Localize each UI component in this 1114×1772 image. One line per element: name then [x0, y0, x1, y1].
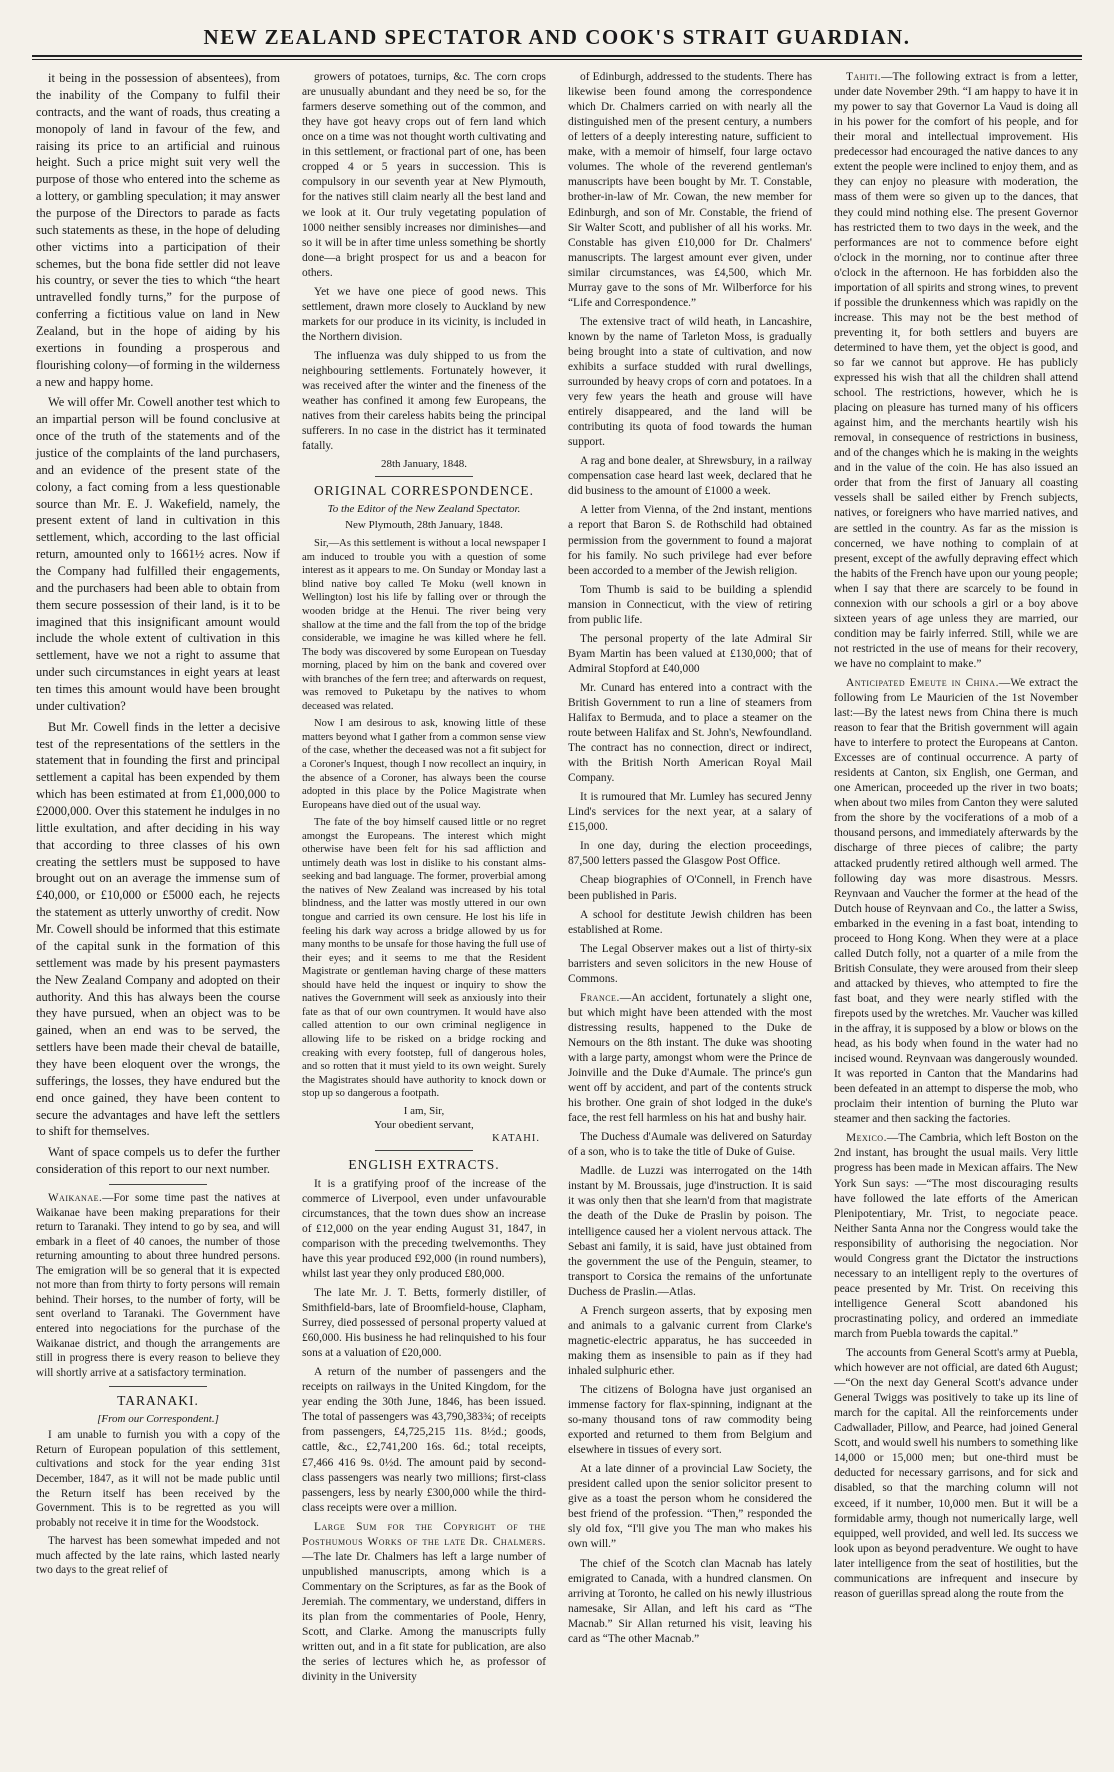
column-2: [298, 70, 550, 1770]
article-paragraph: A school for destitute Jewish children has been established at Rome.: [568, 908, 812, 936]
tahiti-paragraph: [834, 70, 1078, 672]
taranaki-heading: TARANAKI.: [117, 1393, 199, 1409]
masthead: NEW ZEALAND SPECTATOR AND COOK'S STRAIT GUARDIAN.: [203, 25, 911, 49]
china-lead: Anticipated Emeute in China.: [846, 676, 999, 689]
france-lead: France.: [580, 991, 620, 1004]
section-divider: [109, 1184, 207, 1185]
letter-dateline: New Plymouth, 28th January, 1848.: [345, 519, 503, 532]
letter-paragraph: Now I am desirous to ask, knowing little of these matters beyond what I gather from a common sense view of the case, whether the deceased was not a fit subject for a Coroner's Inquest, though I now recollect an inquiry, in the absence of a Coroner, has always been the course adopted in this place by the Police Magistrate when Europeans have died out of the usual way.: [302, 718, 546, 811]
letter-paragraph: Sir,—As this settlement is without a local newspaper I am induced to trouble you with a question of some interest as it appears to me. On Sunday or Monday last a blind native boy called Te Moku (well known in Wellington) lost his life by falling over or through the wooden bridge at the Henui. The river being very shallow at the time and the fall from the top of the bridge considerable, we imagine he was killed where he fell. The body was discovered by some European on Tuesday morning, placed by him on the bank and covered over with branches of the fern tree; and afterwards on request, was removed to Puketapu by the natives to whom deceased was related.: [302, 538, 546, 712]
column-3: [564, 70, 816, 1770]
article-paragraph: We will offer Mr. Cowell another test which to an impartial person will be found conclusive at once of the truth of the statements and of the justice of the complaints of the land purchasers, and an evidence of the present state of the colony, a fact coming from a less questionable source than Mr. E. J. Wakefield, namely, the present extent of land in cultivation in this settlement, which, according to the last official return, amounted only to 1661½ acres. Now if the Company had fulfilled their engagements, and the purchasers had been able to obtain from them secure possession of their land, is it to be imagined that this insignificant amount would include the whole extent of cultivation in this settlement, have we not a right to assume that under such circumstances in eight years at least ten times this amount would have been brought under cultivation?: [36, 395, 280, 713]
taranaki-subheading: [From our Correspondent.]: [97, 1413, 219, 1426]
article-paragraph: A letter from Vienna, of the 2nd instant, mentions a report that Baron S. de Rothschild had obtained permission from the government to found a majorat for his family. No such privilege had ever before been accorded to a member of the Jewish religion.: [568, 504, 812, 577]
article-paragraph: At a late dinner of a provincial Law Society, the president called upon the senior solicitor present to give as a toast the person whom he considered the best friend of the profession. “Then,” responded the sly old fox, “I'll give you The man who makes his own will.”: [568, 1463, 812, 1551]
article-paragraph: Yet we have one piece of good news. This settlement, drawn more closely to Auckland by new markets for our produce in its vicinity, is included in the Northern division.: [302, 285, 546, 343]
article-paragraph: The late Mr. J. T. Betts, formerly distiller, of Smithfield-bars, late of Broomfield-house, Clapham, Surrey, died possessed of personal property valued at £60,000. His business he had relinquished to his four sons at a valuation of £20,000.: [302, 1287, 546, 1360]
chalmers-paragraph: [302, 1520, 546, 1686]
chalmers-lead: Large Sum for the Copyright of the Posthumous Works of the late Dr. Chalmers.: [302, 1520, 546, 1548]
english-extracts-heading: ENGLISH EXTRACTS.: [348, 1156, 500, 1172]
article-paragraph: But Mr. Cowell finds in the letter a decisive test of the representations of the settlers in the statement that in founding the first and principal settlement a capital has been expended by them which has been estimated at from £1,000,000 to £2000,000. Over this statement he indulges in no little exultation, and after deciding in his way that according to three classes of his own creating the settlers must be supposed to have brought out on an average the immense sum of £40,000, or £10,000 or £5000 each, he rejects the statement as utterly unworthy of credit. Now Mr. Cowell should be informed that this estimate of the capital sunk in the formation of this settlement was made by his present paymasters the New Zealand Company and adopted on their authority. And this has always been the course they have pursued, when an object was to be gained, when an end was to be served, the settlers have been made their cheval de bataille, they have been eloquent over the wrongs, the sufferings, the losses, they have endured but the end once gained, they have been content to secure the advantages and have left the settlers to shift for themselves.: [36, 719, 280, 1139]
mexico-paragraph: [834, 1131, 1078, 1342]
letter-paragraph: The fate of the boy himself caused little or no regret amongst the Europeans. The interest which might otherwise have been felt for his sad affliction and untimely death was lost in dislike to his constant alms-seeking and bad language. The former, proverbial among the natives of New Zealand was increased by his total blindness, and the latter was mostly uttered in our own tongue and carried its own censure. He lost his life in feeling his dark way across a bridge allowed by us for many months to be unsafe for those having the full use of their eyes; and it seems to me that the Resident Magistrate or gentleman having charge of these matters should have held the inquest or inquiry to show the natives the Government will seek as anxiously into their fate as that of our own countrymen. It would have also called attention to our own criminal negligence in allowing life to be risked on a bridge rocking and creaking with every footstep, full of dangerous holes, and so rotten that it must yield to its own weight. Surely the Magistrates should have authority to knock down or stop up so dangerous a footpath.: [302, 817, 546, 1100]
column-4: [830, 70, 1082, 1770]
section-divider: [375, 1150, 473, 1151]
article-paragraph: The accounts from General Scott's army at Puebla, which however are not official, are dated 6th August;—“On the next day General Scott's advance under General Twiggs was positively to take up its line of march for the capital. All the reinforcements under Cadwallader, Pillow, and Pearce, had joined General Scott, and would swell his numbers to something like 14,000 or 15,000 men; but one-third must be deducted for necessary garrisons, and for sick and disabled, so that the marching column will not exceed, if it number, 10,000 men. But it will be a formidable army, though not numerically large, well equipped, well provided, and well led. Its success we look upon as beyond peradventure. We ought to have later intelligence from the seat of hostilities, but the communications are infrequent and insecure by reason of guerillas spread along the route from the: [834, 1347, 1078, 1600]
letter-closing: Your obedient servant,: [374, 1118, 474, 1131]
article-paragraph: The Legal Observer makes out a list of thirty-six barristers and seven solicitors in the new House of Commons.: [568, 942, 812, 985]
france-paragraph: [568, 991, 812, 1126]
article-paragraph: it being in the possession of absentees), from the inability of the Company to fulfil their contracts, and the want of roads, thus creating a monopoly of land in favour of the few, and raising its price to an artificial and ruinous height. Such a price might suit very well the purpose of those who entered into the scheme as a lottery, or gambling speculation; it may answer the purpose of the Directors to parade as facts such statements as these, in the hope of deluding other victims into a participation of their schemes, but the bona fide settler did not leave his country, or sever the ties to which “the heart untravelled fondly turns,” for the purpose of conferring a fictitious value on land in New Zealand, but in the hope of aiding by his exertions in founding a prosperous and flourishing colony—of forming in the wilderness a new and happy home.: [36, 71, 280, 389]
columns: [32, 70, 1082, 1770]
article-paragraph: The Duchess d'Aumale was delivered on Saturday of a son, who is to take the title of Duke of Guise.: [568, 1131, 812, 1159]
article-paragraph: A return of the number of passengers and the receipts on railways in the United Kingdom, for the year ending the 30th June, 1846, has been issued. The total of passengers was 43,790,383¾; of receipts from passengers, £4,725,215 11s. 8½d.; goods, cattle, &c., £2,741,200 16s. 6d.; total receipts, £7,466 416 9s. 0½d. The amount paid by second-class passengers was nearly two millions; first-class passengers, less by nearly £300,000 while the third-class receipts were over a million.: [302, 1366, 546, 1514]
letter-signature: KATAHI.: [492, 1132, 540, 1144]
original-correspondence-heading: ORIGINAL CORRESPONDENCE.: [313, 483, 534, 499]
article-paragraph: It is a gratifying proof of the increase of the commerce of Liverpool, even under unfavourable circumstances, that the town dues show an increase of £12,000 on the year ending August 31, 1847, in comparison with the preceding twelvemonths. They have this year produced £92,000 (in round numbers), whilst last year they only produced £80,000.: [302, 1177, 546, 1280]
article-paragraph: The extensive tract of wild heath, in Lancashire, known by the name of Tarleton Moss, is gradually being brought into a state of cultivation, and now exhibits a surface studded with rural dwellings, surrounded by heavy crops of corn and potatoes. In a very few years the heath and grouse will have entirely disappeared, and the land will be contributing its quota of food towards the human support.: [568, 315, 812, 449]
waikanae-text: —For some time past the natives at Waikanae have been making preparations for their return to Taranaki. They intend to go by sea, and will embark in a fleet of 40 canoes, the number of those returning amounting to about three hundred persons. The emigration will be so general that it is expected not more than from thirty to forty persons will remain behind. Their horses, to the number of forty, will be sent overland to Taranaki. The Government have entered into negociations for the purchase of the Waikanae district, and though the arrangements are still in progress there is every reason to believe they will shortly arrive at a satisfactory termination.: [36, 1191, 280, 1379]
article-paragraph: The harvest has been somewhat impeded and not much affected by the late rains, which lasted nearly two days to the great relief of: [36, 1535, 280, 1577]
waikanae-lead: Waikanae.: [48, 1191, 103, 1204]
tahiti-text: —The following extract is from a letter, under date November 29th. “I am happy to have it in my power to say that Governor La Vaud is doing all in his power for the comfort of his people, and for their moral and intellectual improvement. His predecessor had encouraged the native dances to any extent the people were inclined to enjoy them, and as they can enjoy no pleasure with moderation, the mass of them were so given up to the dances, that they could mind nothing else. The present Governor has restricted them to two days in the week, and the performances are not to commence before eight o'clock in the morning, nor to continue after three o'clock in the afternoon. He has forbidden also the importation of all spirits and strong wines, to prevent if possible the drunkenness which was rapidly on the increase. This may not be the best method of preventing it, for both settlers and buyers are determined to have them, yet the object is good, and so far we cannot but approve. He has publicly expressed his wish that all the children shall attend school. The restrictions, however, which he is placing on pleasure has turned many of his officers against him, and the merchants heartily wish his removal, in consequence of restrictions in business, and of the changes which he is making in the weights and in the value of the coin. He has also issued an order that from the first of January all coasting vessels shall be sailed either by French subjects, natives, or foreigners who have married natives, and are settled in the country. As far as the mission is concerned, we have nothing to complain of at present, except of the awfully depraving effect which the habits of the French have upon our young people; when I say that there are scarcely to be found in connexion with our schools a girl or a boy above sixteen years of age unless they are married, our condition may be fairly inferred. Still, while we are not restricted in the use of means for their recovery, we have no complaint to make.”: [834, 71, 1078, 670]
article-paragraph: of Edinburgh, addressed to the students. There has likewise been found among the correspondence which Dr. Chalmers carried on with nearly all the distinguished men of the present century, a numbers of letters of a deeply interesting nature, sufficient to make, with a memoir of himself, four large octavo volumes. The whole of the reverend gentleman's manuscripts have been bought by Mr. T. Constable, brother-in-law of Mr. Cowan, the new member for Edinburgh, and son of Mr. Constable, the friend of Sir Walter Scott, and publisher of all his works. Mr. Constable has given £10,000 for Dr. Chalmers' manuscripts. The largest amount ever given, under similar circumstances, was £4,500, which Mr. Murray gave to the sons of Mr. Wilberforce for his “Life and Correspondence.”: [568, 71, 812, 309]
mexico-lead: Mexico.: [846, 1132, 887, 1145]
column-1: [32, 70, 284, 1770]
article-paragraph: Madlle. de Luzzi was interrogated on the 14th instant by M. Broussais, juge d'instruction. It is said it was only then that she learn'd from that magistrate the death of the Duke de Praslin by poison. The intelligence caused her a violent nervous attack. The Sebast ani family, it is said, have just obtained from the government the use of the Penguin, steamer, to transport to Corsica the remains of the unfortunate Duchess de Praslin.—Atlas.: [568, 1165, 812, 1298]
waikanae-paragraph: [36, 1191, 280, 1380]
letter-address: To the Editor of the New Zealand Spectator.: [327, 503, 521, 516]
article-paragraph: Mr. Cunard has entered into a contract with the British Government to run a line of steamers from Halifax to Bermuda, and to place a steamer on the route between Halifax and St. John's, Newfoundland. The contract has no connection, direct or indirect, with the British North American Royal Mail Company.: [568, 681, 812, 785]
section-divider: [109, 1386, 207, 1387]
chalmers-text: —The late Dr. Chalmers has left a large number of unpublished manuscripts, among which is a Commentary on the Scriptures, as far as the Book of Jeremiah. The commentary, we understand, differs in its plan from the commentaries of Poole, Henry, Scott, and Clarke. Among the manuscripts fully written out, and in a fit state for publication, are also the series of lectures which he, as professor of divinity in the University: [302, 1550, 546, 1684]
letter-closing: I am, Sir,: [403, 1104, 445, 1117]
article-paragraph: Tom Thumb is said to be building a splendid mansion in Connecticut, with the view of retiring from public life.: [568, 583, 812, 626]
article-paragraph: growers of potatoes, turnips, &c. The corn crops are unusually abundant and they need be so, for the farmers deserve something out of the common, and they have got heavy crops out of fern land which once on a time was not thought worth cultivating and in this settlement, or fractional part of one, has been cropped 4 or 5 years in succession. This is compulsory in our seventh year at New Plymouth, for the natives still claim nearly all the best land and we look at it. Our truly vegetating population of 1000 neither sensibly increases nor diminishes—and so it will be in after time unless something be shortly done—a bright prospect for us and a beacon for others.: [302, 71, 546, 279]
article-paragraph: I am unable to furnish you with a copy of the Return of European population of this settlement, cultivations and stock for the year ending 31st December, 1847, as it will not be made public until the Return itself has been received by the Government. This is to be regretted as you will probably not receive it in time for the Woodstock.: [36, 1429, 280, 1529]
article-paragraph: The personal property of the late Admiral Sir Byam Martin has been valued at £130,000; that of Admiral Stopford at £40,000: [568, 632, 812, 675]
article-paragraph: A rag and bone dealer, at Shrewsbury, in a railway compensation case heard last week, declared that he did business to the amount of £1000 a week.: [568, 455, 812, 498]
article-paragraph: It is rumoured that Mr. Lumley has secured Jenny Lind's services for the next year, at a salary of £15,000.: [568, 791, 812, 834]
article-paragraph: A French surgeon asserts, that by exposing men and animals to a galvanic current from Clarke's magnetic-electric apparatus, he has succeeded in making them as insensible to pain as if they had inhaled sulphuric ether.: [568, 1304, 812, 1377]
mexico-text: —The Cambria, which left Boston on the 2nd instant, has brought the usual mails. Very little progress has been made in Mexican affairs. The New York Sun says: —“The most discouraging results have followed the late efforts of the American Plenipotentiary, Mr. Trist, to negociate peace. Neither Santa Anna nor the Congress would take the responsibility of authorising the negociation. Nor would Congress grant the Dictator the instructions necessary to an intelligent reply to the overtures of peace presented by Mr. Trist. On receiving this intelligence General Scott abandoned his procrastinating policy, and ordered an immediate march from Puebla towards the capital.”: [834, 1132, 1078, 1340]
china-paragraph: [834, 676, 1078, 1127]
section-divider: [375, 476, 473, 477]
dateline: 28th January, 1848.: [380, 458, 468, 471]
france-text: —An accident, fortunately a slight one, but which might have been attended with the most distressing results, happened to the Duke de Nemours on the 8th instant. The duke was shooting with a large party, amongst whom were the Prince de Joinville and the Duke d'Aumale. The prince's gun went off by accident, and part of the contents struck his brother. One grain of shot lodged in the duke's face, the rest fell harmless on his hat and bushy hair.: [568, 991, 812, 1125]
china-text: —We extract the following from Le Mauricien of the 1st November last:—By the latest news from China there is much reason to fear that the British government will again have to interfere to protect the Europeans at Canton. Excesses are of continual occurrence. A party of residents at Canton, six English, one German, and one American, proceeded up the river in two boats; when about two miles from Canton they were saluted from the shore by the vociferations of a mob of a thousand persons, and immediately afterwards by the discharge of three pieces of calibre; the party attacked prudently retired although well armed. The following day was more disastrous. Messrs. Reynvaan and Vaucher the former at the head of the Dutch house of Reynvaan and Co., the latter a Swiss, embarked in the evening in a fast boat, intending to proceed to Hong Kong. When they were at a place called Dutch folly, not a quarter of a mile from the British Consulate, they were aroused from their sleep and attacked by thieves, who attempted to fire the fast boat, and they were nearly stifled with the firepots used by the wretches. Mr. Vaucher was killed in the affray, it is supposed by a blow or blows on the head, as his body when found in the water had no incised wound. Reynvaan was dangerously wounded. It was reported in Canton that the Mandarins had been defeated in an attempt to disperse the mob, who proclaim their intention of burning the Pluto war steamer and then sacking the factories.: [834, 676, 1078, 1126]
article-paragraph: The citizens of Bologna have just organised an immense factory for flax-spinning, indignant at the so-many thousand tons of raw commodity being exported and returned to them from Belgium and elsewhere in tissues of every sort.: [568, 1383, 812, 1457]
article-paragraph: In one day, during the election proceedings, 87,500 letters passed the Glasgow Post Office.: [568, 840, 812, 868]
article-paragraph: The influenza was duly shipped to us from the neighbouring settlements. Fortunately however, it was received after the winter and the fineness of the weather has confined it among few Europeans, the natives from their careless habits being the principal sufferers. In no case in the district has it terminated fatally.: [302, 349, 546, 453]
tahiti-lead: Tahiti.: [846, 71, 882, 84]
article-paragraph: Cheap biographies of O'Connell, in French have been published in Paris.: [568, 874, 812, 902]
article-paragraph: Want of space compels us to defer the further consideration of this report to our next number.: [36, 1145, 280, 1177]
article-paragraph: The chief of the Scotch clan Macnab has lately emigrated to Canada, with a hundred clansmen. On arriving at Toronto, he called on his newly illustrious namesake, Sir Allan, and left his card as “The Macnab.” Sir Allan returned his visit, leaving his card as “The other Macnab.”: [568, 1557, 812, 1645]
masthead-rule: [32, 55, 1082, 60]
